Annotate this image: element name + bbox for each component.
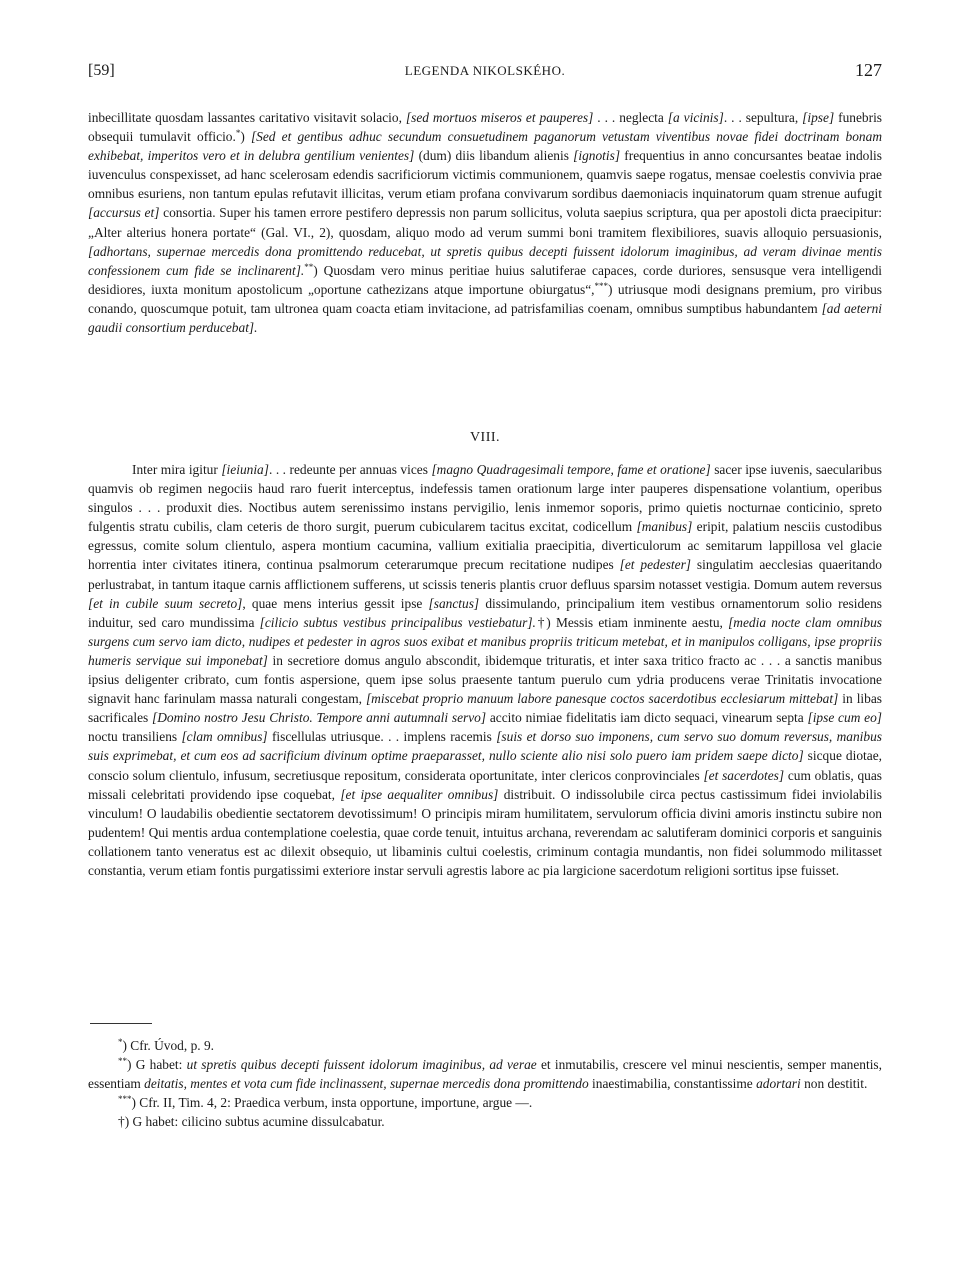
italic-span: adortari <box>756 1076 801 1092</box>
text-span: sacer ipse iuvenis, saecularibus quamvis ob regimen negociis haud raro fuerit interceptus, indefessis tamen orationum large inter pauperes dispensatione volantium, operibus singulos . . . produxit dies. Noctibus autem serenissimo instans pervigilio, lenis inmemor soporis, primo quietis nocturnae conticinio, spreto fulgentis stratu cubilis, clam ceteris de thoro surgit, puerum cubicularem tacitus excitat, codicellum <box>88 462 883 535</box>
italic-span: [et in cubile suum secreto] <box>88 595 243 611</box>
footnote-marker: *** <box>118 1094 132 1105</box>
text-span: ) <box>240 129 251 145</box>
footnotes <box>88 1036 882 1131</box>
footnote-marker: * <box>118 1037 123 1047</box>
section-heading: VIII. <box>469 430 501 445</box>
text-span: ) utriusque modi designans premium, pro viribus conando, quoscumque potuit, tam ultronea quam coacta etiam invitacione, ad patrisfamilias coenam, omnibus sumptibus habundantem <box>88 281 882 316</box>
text-span: . . . redeunte per annuas vices <box>268 462 432 477</box>
italic-span: [ipse] <box>802 110 835 125</box>
text-span: ) Cfr. II, Tim. 4, 2: Praedica verbum, insta opportune, importune, argue —. <box>131 1095 533 1111</box>
text-span: fiscellulas utriusque. . . implens racemis <box>267 729 497 745</box>
text-span: . . . neglecta <box>593 110 668 125</box>
text-span: ) G habet: <box>127 1057 187 1073</box>
text-span: dissimulando, principalium item vestibus ornamentorum solio residens induitur, sed caro mundissima <box>88 595 882 630</box>
footnote-marker: * <box>235 128 241 139</box>
text-span: †) Messis etiam inminente aestu, <box>535 614 729 630</box>
italic-span: [clam omnibus] <box>181 729 268 745</box>
footnote-marker: *** <box>594 280 609 291</box>
italic-span: [Sed et gentibus adhuc secundum consuetudinem paganorum vetustam viventibus novae fidei doctrinam bonam exhibebat, imperitos vero et in delubra gentilium venientes] <box>88 129 882 164</box>
text-span: funebris obsequii tumulavit officio. <box>88 110 883 145</box>
text-span: consortia. Super his tamen errore pestifero depressis non parum sollicitus, voluta saepius scriptura, qua per apostoli dicta praecipitur: „Alter alterius honera portate“ (Gal. VI., 2), quosdam, aliquo modo ad verum summi boni tramitem flexibiliores, suavis alloquio persuasionis, <box>88 205 882 240</box>
section-body <box>88 460 882 880</box>
italic-span: deitatis, mentes et vota cum fide inclinassent, supernae mercedis dona promittendo <box>144 1076 589 1092</box>
text-span: (dum) diis libandum alienis <box>414 148 574 164</box>
footnote-divider <box>90 1023 152 1024</box>
text-span: †) G habet: cilicino subtus acumine dissulcabatur. <box>118 1114 385 1130</box>
italic-span: [ad aeterni gaudii consortium perducebat]. <box>88 300 882 336</box>
italic-span: [miscebat proprio manuum labore panesque coctos sacerdotibus ecclesiarum mittebat] <box>365 691 839 707</box>
footnote <box>88 1093 882 1112</box>
text-span: inbecillitate quosdam lassantes caritativo visitavit solacio, <box>88 110 406 125</box>
italic-span: [magno Quadragesimali tempore, fame et oratione] <box>431 462 711 477</box>
text-span: . . . sepultura, <box>723 110 803 125</box>
page-number: 127 <box>855 60 882 80</box>
footnote-marker: ** <box>118 1056 127 1067</box>
bracket-page-number: [59] <box>88 62 115 79</box>
footnote <box>88 1055 882 1093</box>
italic-span: [ieiunia] <box>221 462 269 477</box>
text-span: eripit, palatium nesciis custodibus egressus, comite solum clientulo, aspera montium cacumina, vallium exitialia praecipitia, diverticulorum ac semitarum lappillosa vel glacie horrentia inter civitates itinera, continua psalmorum ceterarumque precum recitatione nudipes <box>88 519 882 573</box>
running-title: LEGENDA NIKOLSKÉHO. <box>404 63 566 78</box>
italic-span: [cilicio subtus vestibus principalibus vestiebatur]. <box>259 614 536 630</box>
italic-span: [sed mortuos miseros et pauperes] <box>405 110 594 125</box>
italic-span: [ignotis] <box>573 148 621 164</box>
footnote-marker: ** <box>304 261 314 272</box>
italic-span: [Domino nostro Jesu Christo. Tempore anni autumnali servo] <box>152 710 487 726</box>
text-span: distribuit. O indissolubile circa pectus castissimum fidei inviolabilis vinculum! O laudabilis obedientie sectatorem devotissimum! O principis miram humilitatem, servulorum officia divini amoris instinctu subire non pudentem! Qui mentis ardua contemplatione coelestia, quae corde tenuit, intuitus archana, reverendam ac salutiferam dominici corporis et sanguinis collationem tanto veneratus est ac dilexit obsequio, ut libaminis cultui coelestis, criminum contagia mundantis, non fidei solummodo militasset constantia, verum etiam fontis purgatissimi exteriore instar servuli agrestis labore ac pia largicione sacerdotum religioni sortitus ipse fuisset. <box>88 786 882 878</box>
text-span: non destitit. <box>800 1076 868 1092</box>
text-span: ) Cfr. Úvod, p. 9. <box>122 1038 214 1053</box>
italic-span: [et pedester] <box>619 557 691 573</box>
page-header <box>88 62 882 86</box>
paragraph-text <box>88 460 882 880</box>
footnote <box>88 1036 882 1055</box>
text-span: cum oblatis, quas missali celebritati providendo ipse coquebat, <box>88 767 882 802</box>
text-span: noctu transiliens <box>88 729 182 745</box>
italic-span: [adhortans, supernae mercedis dona promittendo reducebat, ut spretis quibus decepti fuissent idolorum imaginibus, ad veram divinae mentis confessionem cum fide se inclinarent]. <box>88 243 882 278</box>
text-span: , quae mens interius gessit ipse <box>242 595 429 611</box>
text-span: sicque diotae, conscio solum clientulo, infusum, secretiusque repositum, considerata oportunitate, inter clericos conprovinciales <box>88 748 882 783</box>
italic-span: [sanctus] <box>428 595 480 611</box>
paragraph-text <box>88 108 882 337</box>
text-span: ) Quosdam vero minus peritiae huius salutiferae capaces, corde duriores, sensusque vera intelligendi desidiores, iuxta monitum apostolicum „oportune cathezizans atque importune obiurgatus“, <box>88 262 882 297</box>
text-span: in libas sacrificales <box>88 691 882 726</box>
italic-span: [suis et dorso suo imponens, cum servo suo domum reversus, manibus suis exprimebat, et cum eos ad sacrificium divinum optime praeparasset, nullo sciente alio nisi solo puero iam pridem saepe dicto] <box>88 729 882 764</box>
italic-span: [accursus et] <box>88 205 160 221</box>
italic-span: ut spretis quibus decepti fuissent idolorum imaginibus, ad verae <box>186 1057 537 1073</box>
text-span: frequentius in anno concursantes beatae indolis iuvenculus conspexisset, ad hanc scelerosam edendis sacrificiorum victimis communionem, quamvis saepe rogatus, mensae coelestis convivia prae omnibus esuriens, non tantum epulas refutavit illicitas, verum etiam profana convivarum sordibus daemoniacis inquinatorum quam strenue aufugit <box>88 148 882 202</box>
italic-span: [media nocte clam omnibus surgens cum servo iam dicto, nudipes et pedester in agros suos exibat et manibus propriis triticum metebat, et in manipulos colligans, ipse propriis humeris servique sui imponebat] <box>88 614 883 668</box>
italic-span: [et ipse aequaliter omnibus] <box>340 786 499 802</box>
text-span: et inmutabilis, crescere vel minui nescientis, semper manentis, essentiam <box>88 1057 882 1092</box>
paragraph-continuation <box>88 108 882 337</box>
text-span: inaestimabilia, constantissime <box>588 1076 757 1092</box>
text-span: Inter mira igitur <box>132 462 222 477</box>
italic-span: [ipse cum eo] <box>807 710 882 726</box>
italic-span: [manibus] <box>636 519 693 535</box>
italic-span: [a vicinis] <box>667 110 724 125</box>
text-span: singulatim aecclesias quaeritando perlustrabat, in tantum itaque carnis afflictionem sufferens, ut scissis teneris plantis cruor defluus sparsim notasset vestigia. Domum autem reversus <box>88 557 882 592</box>
italic-span: [et sacerdotes] <box>703 767 785 783</box>
footnote <box>88 1112 882 1131</box>
text-span: in secretiore domus angulo abscondit, ibidemque trituratis, et inter saxa tritico fracto ac . . . a sanctis manibus ipsius deligenter cribrato, cum fontis aspersione, quem ipse solus praesente tantum puerulo cum ydria producens verae Trinitatis invocatione signavit hanc farinulam massa naturali congestam, <box>88 652 882 707</box>
text-span: accito nimiae fidelitatis iam dicto sequaci, vinearum septa <box>486 710 808 726</box>
